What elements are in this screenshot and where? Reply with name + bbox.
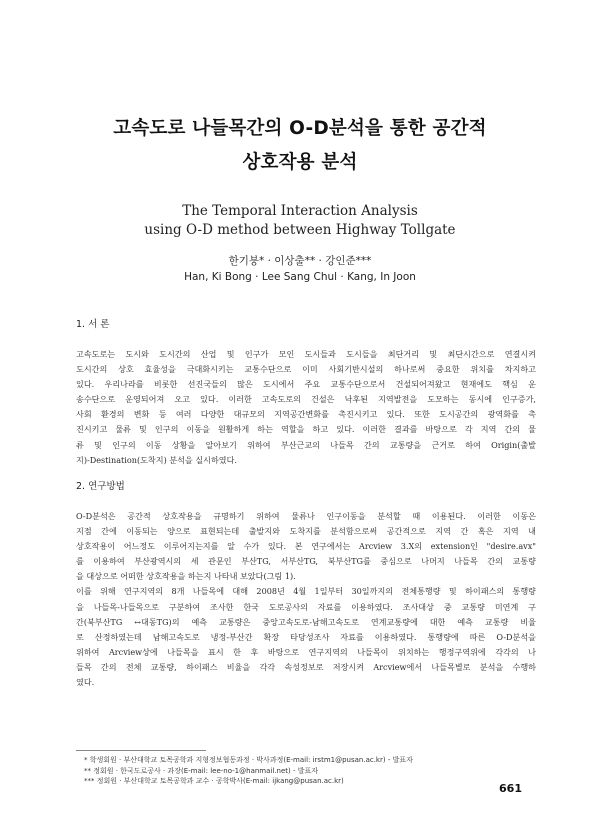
page-number: 661: [499, 782, 522, 795]
footnote-author2: ** 정회원 · 한국도로공사 · 과장(E-mail: lee-no-1@hanmail.net) - 발표자: [84, 766, 318, 775]
body-line: 류 및 인구의 이동 상황을 알아보기 위하여 부산근교의 나들목 간의 교통량을 근거로 하여 Origin(출발: [76, 439, 536, 450]
body-line: 들목 간의 전체 교통량, 하이패스 비율을 각각 속성정보로 저장시켜 Arcview에서 나들목별로 분석을 수행하: [76, 661, 536, 672]
footnote-divider: [76, 750, 206, 751]
body-line: 상호작용이 어느정도 이루어지는지를 알 수가 있다. 본 연구에서는 Arcview 3.X의 extension인 "desire.avx": [76, 541, 536, 552]
body-line: 송수단으로 운영되어져 오고 있다. 이러한 고속도로의 건설은 낙후된 지역발전을 도모하는 동시에 인구증가,: [76, 394, 536, 405]
body-line: 도시간의 상호 효율성을 극대화시키는 교통수단으로 이미 사회기반시설의 하나로써 중요한 위치를 차지하고: [76, 364, 536, 375]
body-line: 위하여 Arcview상에 나들목을 표시 한 후 바탕으로 연구지역의 나들목이 위치하는 행정구역위에 각각의 나: [76, 646, 536, 657]
footnote-author3: *** 정회원 · 부산대학교 토목공학과 교수 · 공학박사(E-mail: ijkang@pusan.ac.kr): [84, 777, 344, 785]
paper-title-english-line1: The Temporal Interaction Analysis: [182, 203, 418, 219]
body-line: 을 나들목-나들목으로 구분하여 조사한 한국 도로공사의 자료를 이용하였다. 조사대상 중 교통량 미연계 구: [76, 601, 536, 612]
section-body-introduction: [76, 347, 536, 468]
body-line: 을 대상으로 어떠한 상호작용을 하는지 나타내 보았다(그림 1).: [76, 571, 296, 582]
body-line: 사회 환경의 변화 등 여러 다양한 대규모의 지역공간변화를 촉진시키고 있다. 또한 도시공간의 광역화를 촉: [76, 409, 536, 420]
section-heading-method: 2. 연구방법: [76, 481, 125, 492]
body-line: 고속도로는 도시와 도시간의 산업 및 인구가 모인 도시들과 도시들을 최단거리 및 최단시간으로 연결시켜: [76, 349, 536, 359]
body-line: 간(북부산TG ↔대동TG)의 예측 교통량은 중앙고속도로-남해고속도로 연계교통량에 대한 예측 교통량 비율: [76, 616, 536, 627]
body-line: 진시키고 물류 및 인구의 이동을 원활하게 하는 역할을 하고 있다. 이러한 결과를 바탕으로 각 지역 간의 물: [76, 424, 536, 435]
paper-title-english-line2: using O-D method between Highway Tollgate: [144, 222, 456, 238]
body-line: 지)-Destination(도착지) 분석을 실시하였다.: [76, 454, 237, 465]
body-line: 지점 간에 이동되는 양으로 표현되는데 출발지와 도착지를 분석함으로써 공간적으로 지역 간 혹은 지역 내: [76, 526, 536, 537]
body-line: 이를 위해 연구지역의 8개 나들목에 대해 2008년 4월 1일부터 30일까지의 전체통행량 및 하이패스의 통행량: [76, 586, 536, 597]
paper-title-korean-line2: 상호작용 분석: [242, 152, 358, 173]
footnotes: [84, 755, 524, 787]
body-line: 를 이용하여 부산광역시의 세 관문인 부산TG, 서부산TG, 북부산TG를 중심으로 나머지 나들목 간의 교통량: [76, 556, 536, 567]
body-line: 였다.: [76, 677, 95, 688]
authors-english: Han, Ki Bong · Lee Sang Chul · Kang, In Joon: [184, 271, 416, 283]
body-line: 로 산정하였는데 남해고속도로 냉정-부산간 확장 타당성조사 자료를 이용하였다. 통행량에 따른 O-D분석을: [76, 631, 536, 642]
authors-korean: 한기붕* · 이상출** · 강인준***: [228, 255, 372, 267]
section-body-method: [76, 509, 536, 690]
paper-title-korean-line1: 고속도로 나들목간의 O-D분석을 통한 공간적: [113, 118, 487, 139]
section-heading-introduction: 1. 서 론: [76, 319, 110, 330]
body-line: O-D분석은 공간적 상호작용을 규명하기 위하여 물류나 인구이동을 분석할 때 이용된다. 이러한 이동은: [76, 511, 536, 521]
body-line: 있다. 우리나라를 비롯한 선진국들의 많은 도시에서 주요 교통수단으로서 건설되어져왔고 현재에도 핵심 운: [76, 379, 536, 390]
footnote-author1: * 학생회원 · 부산대학교 토목공학과 지형정보협동과정 · 박사과정(E-mail: irstm1@pusan.ac.kr) - 발표자: [84, 756, 413, 764]
